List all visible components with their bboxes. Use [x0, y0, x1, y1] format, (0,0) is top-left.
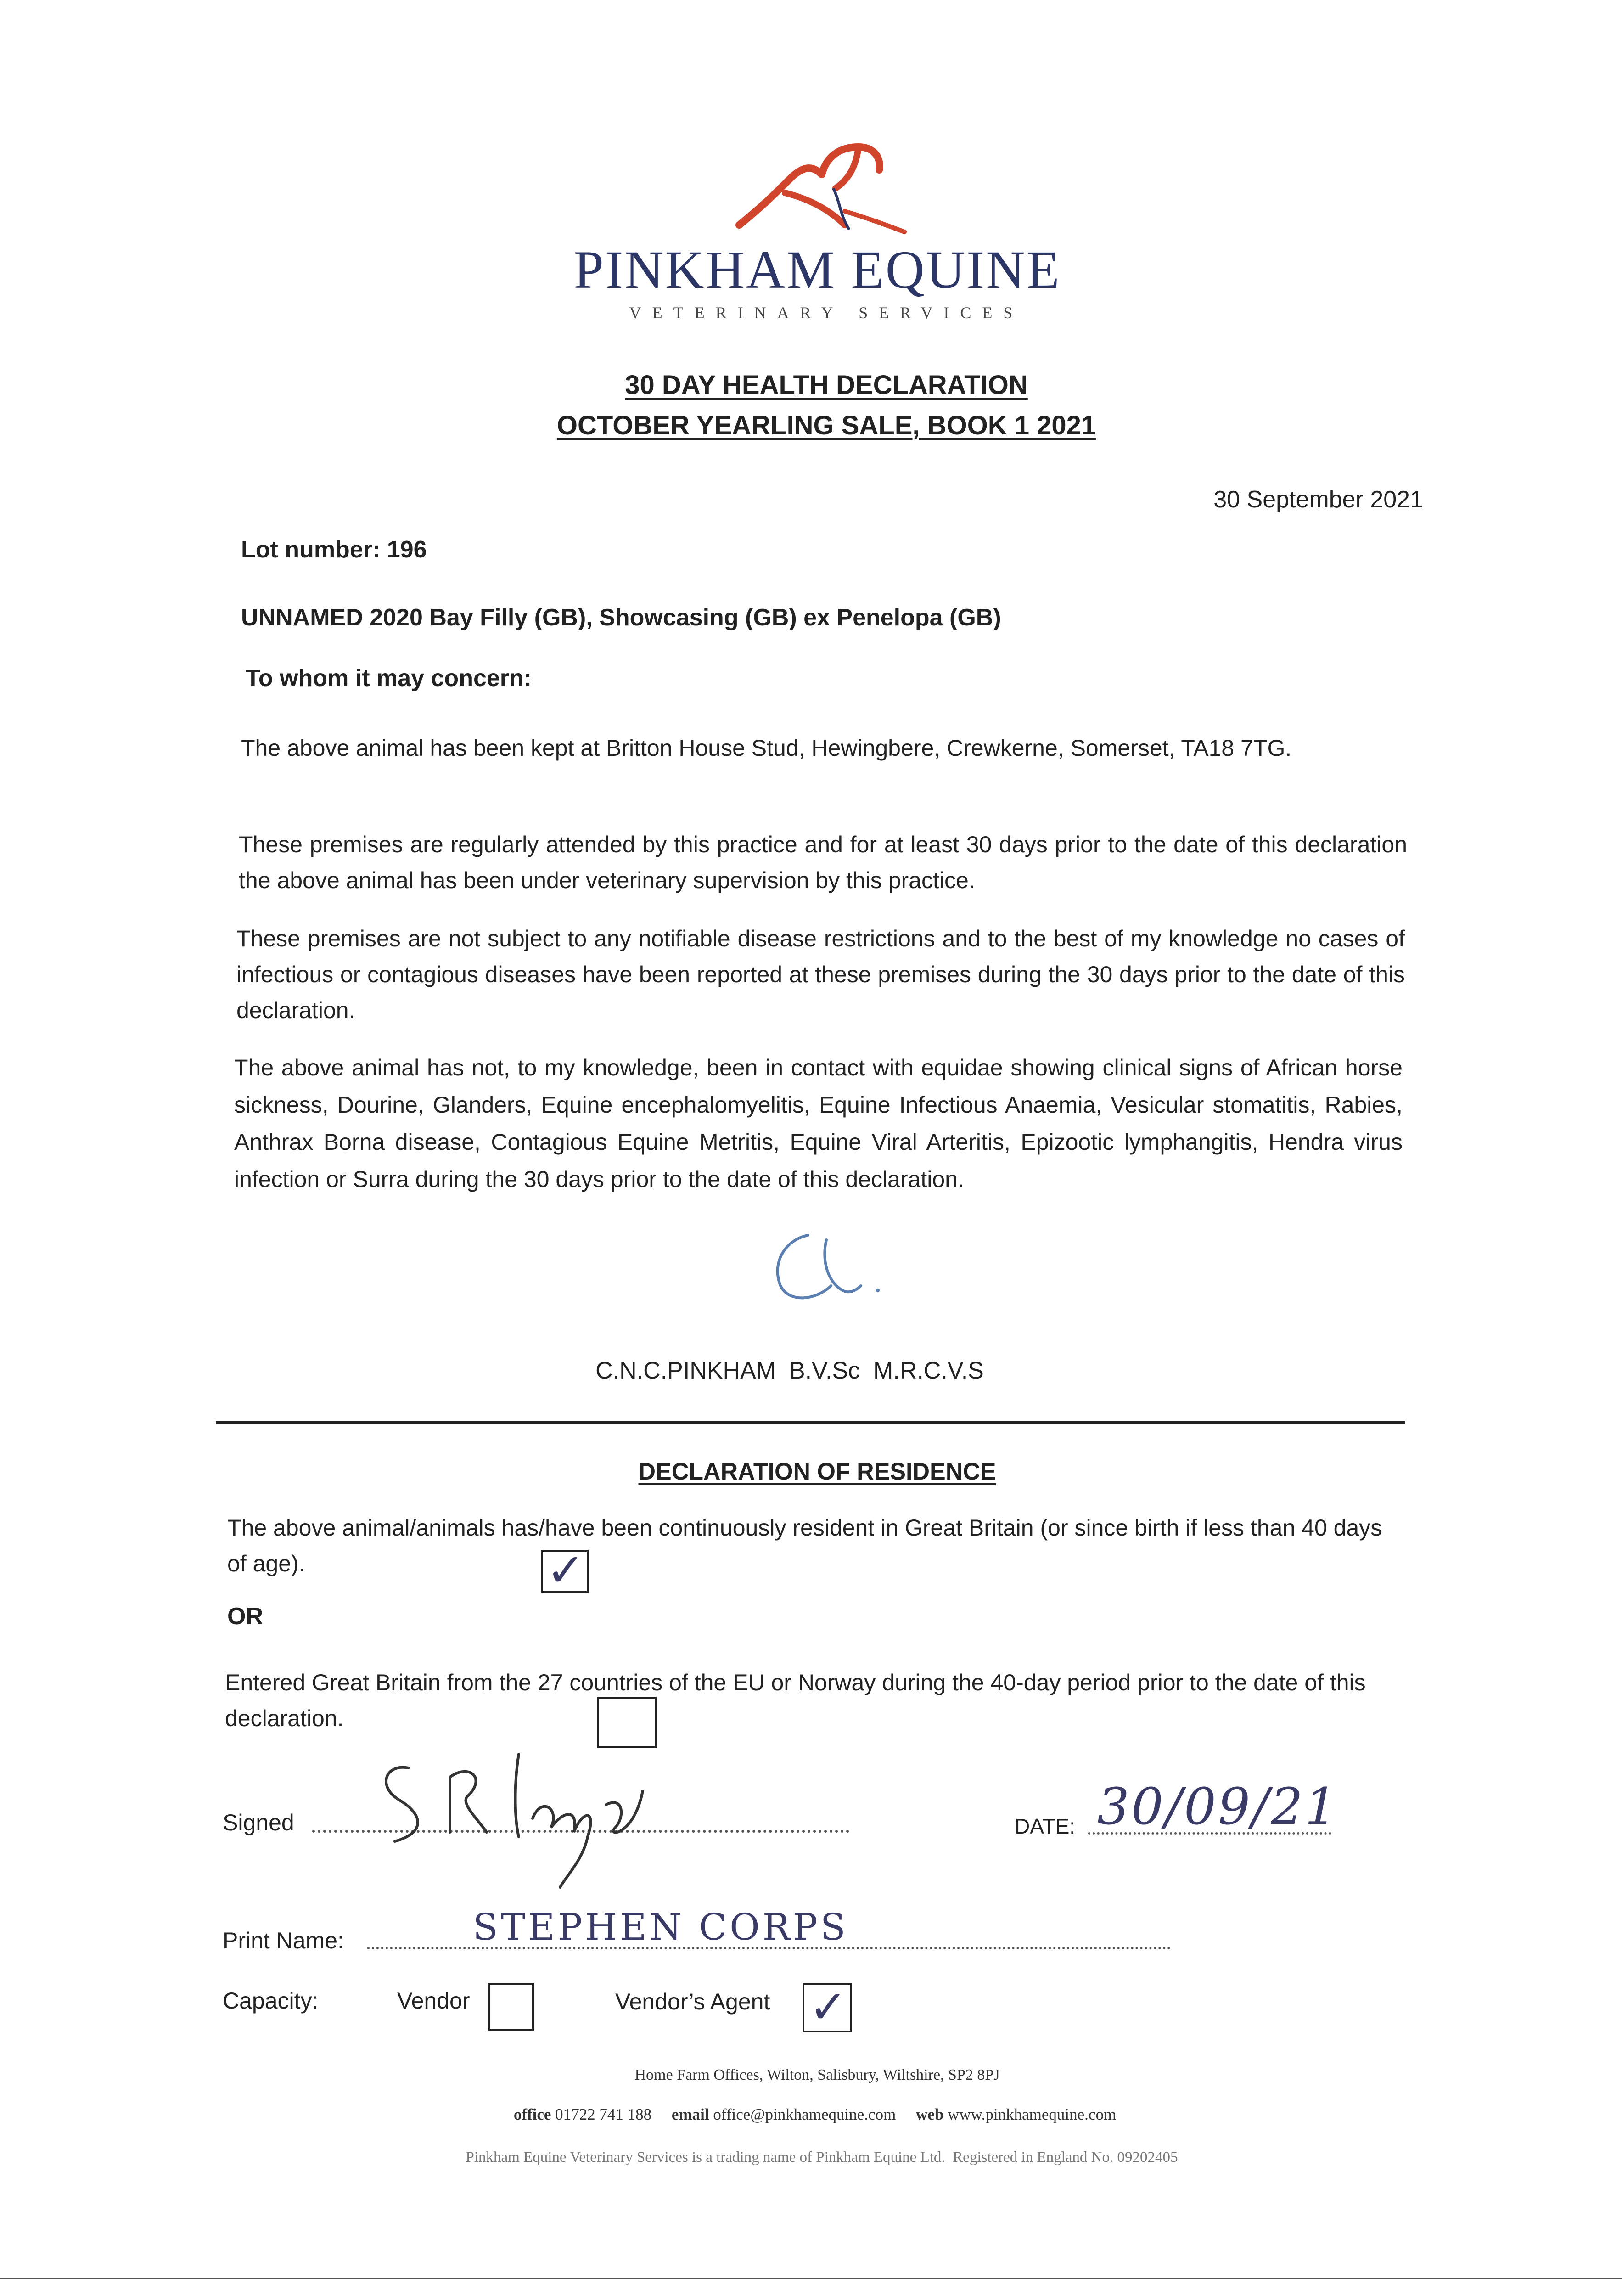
- footer-contacts: [321, 2105, 1308, 2124]
- brand-name: PINKHAM EQUINE: [573, 240, 1061, 300]
- residence-option-1: The above animal/animals has/have been continuously resident in Great Britain (or since birth if less than 40 days of age).: [227, 1515, 1382, 1576]
- vendor-checkbox[interactable]: [488, 1983, 534, 2031]
- horse-logo-icon: [735, 138, 914, 248]
- check-mark-icon: ✓: [809, 1980, 847, 2034]
- vendors-agent-checkbox[interactable]: [803, 1980, 852, 2034]
- horse-description: UNNAMED 2020 Bay Filly (GB), Showcasing (GB) ex Penelopa (GB): [241, 604, 1001, 631]
- web-label: web: [916, 2105, 944, 2123]
- vendor-signature: [367, 1727, 698, 1892]
- email-label: email: [671, 2105, 709, 2123]
- print-name-value[interactable]: STEPHEN CORPS: [473, 1906, 848, 1948]
- residence-checkbox-1[interactable]: [541, 1543, 589, 1597]
- heading-line-2: OCTOBER YEARLING SALE, BOOK 1 2021: [556, 411, 1096, 440]
- salutation: To whom it may concern:: [246, 665, 532, 692]
- footer-legal: Pinkham Equine Veterinary Services is a trading name of Pinkham Equine Ltd. Registered in England No. 09202405: [466, 2149, 1178, 2166]
- signed-label: Signed: [223, 1810, 294, 1835]
- vet-name: C.N.C.PINKHAM B.V.Sc M.R.C.V.S: [595, 1357, 984, 1384]
- vet-signature: [758, 1221, 904, 1313]
- brand-subtitle: VETERINARY SERVICES: [629, 304, 1024, 322]
- paragraph-premises: The above animal has been kept at Britton House Stud, Hewingbere, Crewkerne, Somerset, TA18 7TG.: [241, 735, 1292, 761]
- website-link[interactable]: www.pinkhamequine.com: [948, 2105, 1117, 2123]
- office-phone[interactable]: 01722 741 188: [555, 2105, 652, 2123]
- office-email[interactable]: office@pinkhamequine.com: [713, 2105, 896, 2123]
- heading-line-1: 30 DAY HEALTH DECLARATION: [625, 370, 1028, 400]
- footer-address: Home Farm Offices, Wilton, Salisbury, Wiltshire, SP2 8PJ: [634, 2066, 1000, 2083]
- office-label: office: [513, 2105, 551, 2123]
- check-mark-icon: ✓: [546, 1543, 585, 1597]
- capacity-label: Capacity:: [223, 1988, 319, 2014]
- paragraph-supervision: These premises are regularly attended by this practice and for at least 30 days prior to the date of this declaration the above animal has been under veterinary supervision by this practice.: [239, 832, 1407, 893]
- document-date: 30 September 2021: [1213, 486, 1423, 513]
- print-name-label: Print Name:: [223, 1928, 344, 1953]
- residence-option-2: Entered Great Britain from the 27 countries of the EU or Norway during the 40-day period prior to the date of this declaration.: [225, 1670, 1366, 1731]
- paragraph-contact: The above animal has not, to my knowledge, been in contact with equidae showing clinical signs of African horse sickness, Dourine, Glanders, Equine encephalomyelitis, Equine Infectious Anaemia, Vesicular stomatitis, Rabies, Anthrax Borna disease, Contagious Equine Metritis, Equine Viral Arteritis, Epizootic lymphangitis, Hendra virus infection or Surra during the 30 days prior to the date of this declaration.: [234, 1055, 1403, 1192]
- vendor-label: Vendor: [397, 1988, 470, 2014]
- date-value[interactable]: 30/09/21: [1097, 1777, 1339, 1836]
- vendors-agent-label: Vendor’s Agent: [615, 1989, 770, 2015]
- lot-number: Lot number: 196: [241, 536, 427, 563]
- or-separator: OR: [227, 1603, 263, 1630]
- date-label: DATE:: [1015, 1814, 1076, 1838]
- divider-line: [216, 1421, 1405, 1424]
- page-bottom-edge: [0, 2278, 1622, 2279]
- residence-title: DECLARATION OF RESIDENCE: [638, 1458, 996, 1485]
- paragraph-restrictions: These premises are not subject to any notifiable disease restrictions and to the best of my knowledge no cases of infectious or contagious diseases have been reported at these premises during the 30 days prior to the date of this declaration.: [236, 926, 1405, 1023]
